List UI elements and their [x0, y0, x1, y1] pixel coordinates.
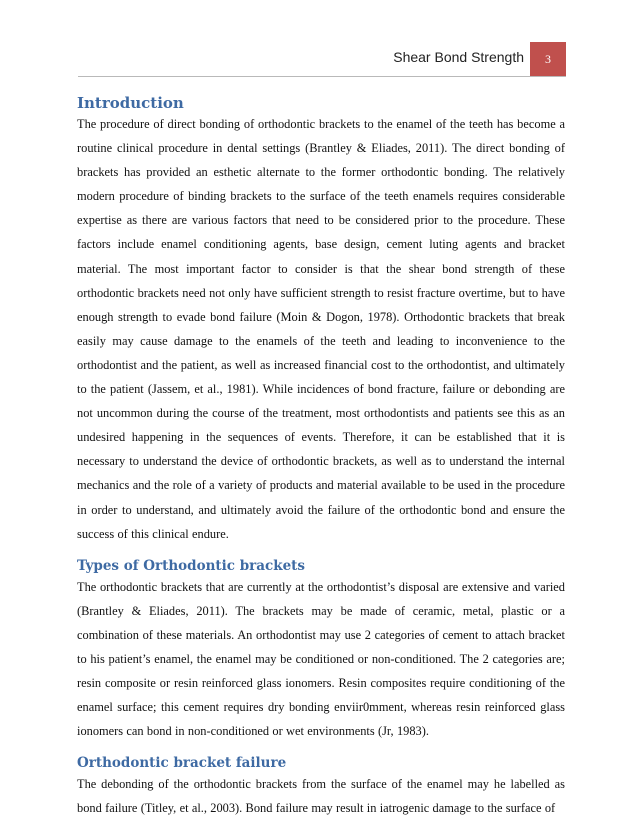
running-header-title: Shear Bond Strength [393, 49, 524, 65]
page-number-badge [530, 42, 566, 76]
section-heading-failure: Orthodontic bracket failure [77, 755, 287, 772]
page-number: 3 [545, 51, 551, 66]
failure-paragraph: The debonding of the orthodontic brackets from the surface of the enamel may he labelled as bond failure (Titley, et al., 2003). Bond failure may result in iatrogenic damage to the surface of [77, 777, 565, 816]
document-body [77, 94, 565, 821]
section-heading-introduction: Introduction [77, 94, 184, 112]
introduction-paragraph: The procedure of direct bonding of orthodontic brackets to the enamel of the teeth has become a routine clinical procedure in dental settings (Brantley & Eliades, 2011). The direct bonding of brackets has provided an esthetic alternate to the former orthodontic bonding. The relatively modern procedure of binding brackets to the surface of the teeth enamels requires considerable expertise as there are various factors that need to be considered prior to the procedure. These factors include enamel conditioning agents, base design, cement luting agents and bracket material. The most important factor to consider is that the shear bond strength of these orthodontic brackets need not only have sufficient strength to resist fracture overtime, but to have enough strength to evade bond failure (Moin & Dogon, 1978). Orthodontic brackets that break easily may cause damage to the enamels of the teeth and leading to inconvenience to the orthodontist and the patient, as well as increased financial cost to the orthodontist, and ultimately to the patient (Jassem, et al., 1981). While incidences of bond fracture, failure or debonding are not uncommon during the course of the treatment, most orthodontists and patients see this as an undesired happening in the sequences of events. Therefore, it can be established that it is necessary to understand the device of orthodontic brackets, as well as to understand the internal mechanics and the role of a variety of products and material available to be used in the procedure in order to understand, and ultimately avoid the failure of the orthodontic bond and ensure the success of this clinical endure. [77, 117, 565, 541]
types-paragraph: The orthodontic brackets that are currently at the orthodontist’s disposal are extensive and varied (Brantley & Eliades, 2011). The brackets may be made of ceramic, metal, plastic or a combination of these materials. An orthodontist may use 2 categories of cement to attach bracket to his patient’s enamel, the enamel may be conditioned or non-conditioned. The 2 categories are; resin composite or resin reinforced glass ionomers. Resin composites require conditioning of the enamel surface; this cement requires dry bonding enviir0mment, whereas resin reinforced glass ionomers can bond in non-conditioned or wet environments (Jr, 1983). [77, 579, 565, 739]
header-divider [78, 76, 566, 77]
section-heading-types: Types of Orthodontic brackets [77, 557, 306, 574]
